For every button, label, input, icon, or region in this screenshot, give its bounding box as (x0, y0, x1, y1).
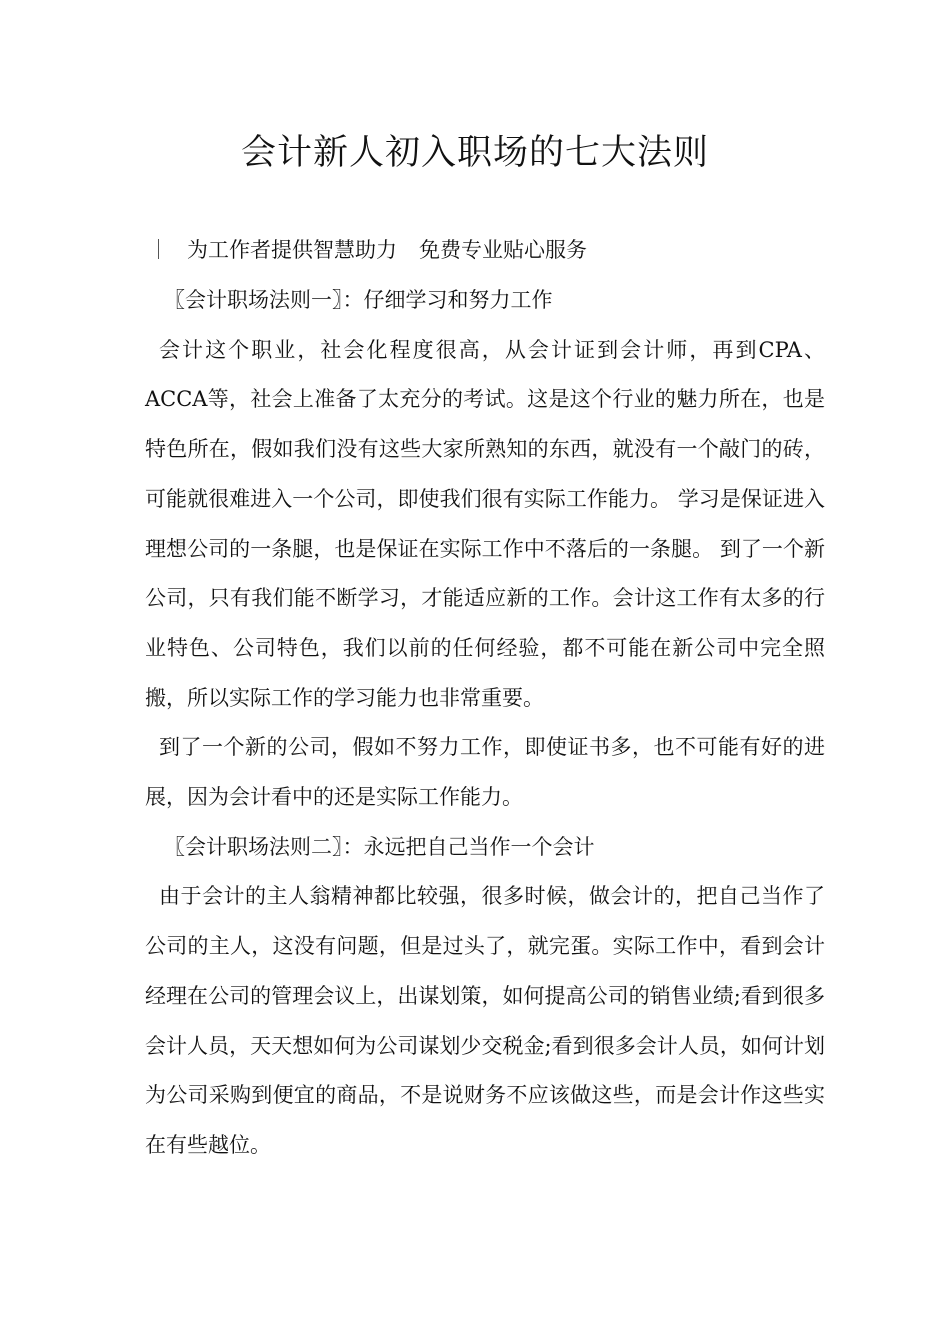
tagline-part-2: 免费专业贴心服务 (419, 238, 587, 262)
section-heading-2: 〖会计职场法则二〗：永远把自己当作一个会计 (164, 834, 595, 859)
tagline (158, 234, 587, 266)
tagline-part-1: 为工作者提供智慧助力 (187, 238, 397, 262)
paragraph-1: 会计这个职业，社会化程度很高，从会计证到会计师，再到CPA、ACCA等，社会上准备了太充分的考试。这是这个行业的魅力所在，也是特色所在，假如我们没有这些大家所熟知的东西，就没有一个敲门的砖，可能就很难进入一个公司，即使我们很有实际工作能力。 学习是保证进入理想公司的一条腿，也是保证在实际工作中不落后的一条腿。 到了一个新公司，只有我们能不断学习，才能适应新的工作。会计这工作有太多的行业特色、公司特色，我们以前的任何经验，都不可能在新公司中完全照搬，所以实际工作的学习能力也非常重要。 (145, 337, 825, 710)
section-heading-1: 〖会计职场法则一〗：仔细学习和努力工作 (164, 288, 553, 312)
document-title: 会计新人初入职场的七大法则 (240, 133, 709, 173)
paragraph-3: 由于会计的主人翁精神都比较强，很多时候，做会计的，把自己当作了公司的主人，这没有问题，但是过头了，就完蛋。实际工作中，看到会计经理在公司的管理会议上，出谋划策，如何提高公司的销售业绩;看到很多会计人员，天天想如何为公司谋划少交税金;看到很多会计人员，如何计划为公司采购到便宜的商品，不是说财务不应该做这些，而是会计作这些实在有些越位。 (145, 884, 825, 1157)
document-body (145, 276, 825, 1171)
tagline-divider (158, 239, 159, 259)
paragraph-2: 到了一个新的公司，假如不努力工作，即使证书多，也不可能有好的进展，因为会计看中的还是实际工作能力。 (145, 735, 825, 810)
